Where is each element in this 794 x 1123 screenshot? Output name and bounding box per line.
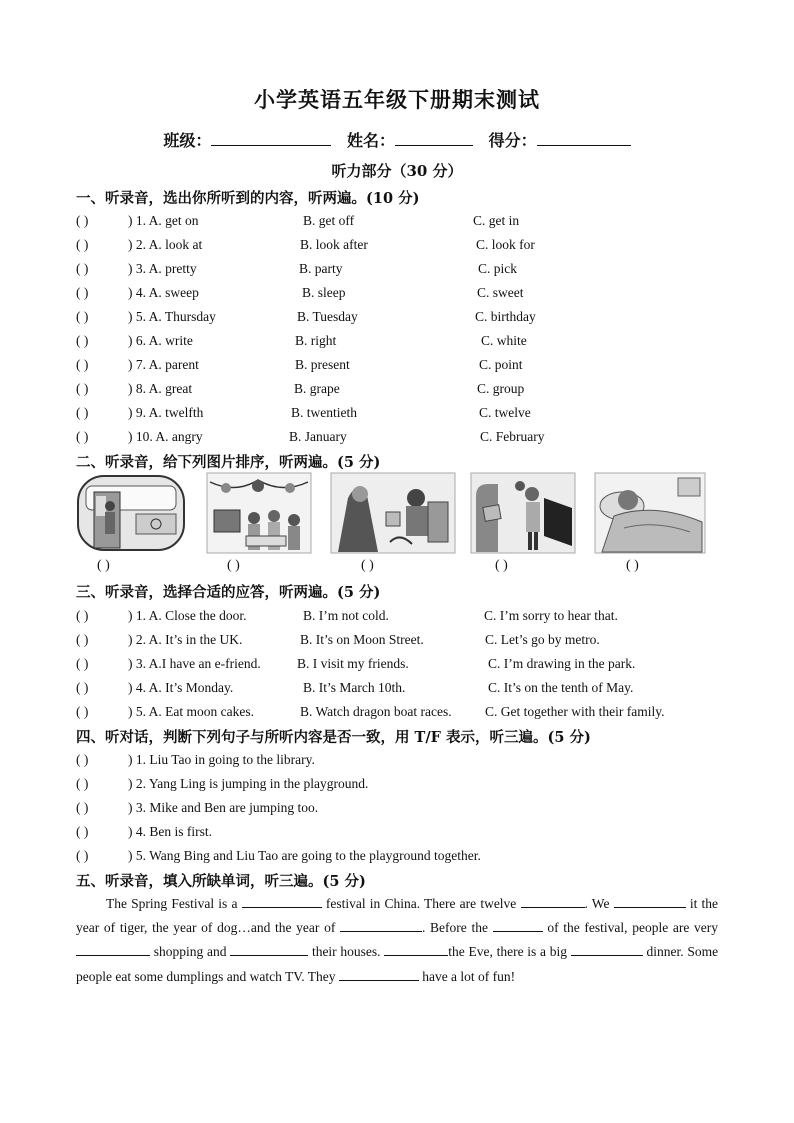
- witch-and-girl-picture: [330, 472, 456, 554]
- answer-paren[interactable]: ( ): [76, 848, 89, 863]
- option-c: C. Let’s go by metro.: [485, 632, 600, 647]
- option-c: C. February: [480, 429, 545, 444]
- metro-train-picture: [76, 472, 188, 554]
- option-a: ) 4. A. It’s Monday.: [128, 680, 234, 695]
- blank-1[interactable]: [242, 895, 322, 908]
- answer-paren[interactable]: ( ): [76, 261, 89, 276]
- passage-text: of: [547, 920, 559, 936]
- q8-row: [76, 381, 736, 401]
- picture-2-answer[interactable]: ( ): [227, 558, 240, 573]
- option-c: C. get in: [473, 213, 520, 228]
- score-label: 得分：: [488, 131, 537, 150]
- passage-text: The Spring Festival is a: [106, 896, 238, 911]
- statement: ) 2. Yang Ling is jumping in the playground.: [128, 776, 369, 791]
- picture-1-answer[interactable]: ( ): [97, 558, 110, 573]
- blank-4[interactable]: [340, 919, 422, 932]
- response-q3-row: [76, 656, 736, 676]
- q1-row: [76, 213, 736, 233]
- party-picture: [206, 472, 312, 554]
- tf-q4-row: [76, 824, 736, 844]
- picture-4-answer[interactable]: ( ): [495, 558, 508, 573]
- cloze-passage: [76, 892, 718, 989]
- q9-row: [76, 405, 736, 425]
- option-c: C. twelve: [479, 405, 531, 420]
- option-a: ) 9. A. twelfth: [128, 405, 204, 420]
- answer-paren[interactable]: ( ): [76, 381, 89, 396]
- q3-row: [76, 261, 736, 281]
- option-b: B. get off: [303, 213, 355, 228]
- picture-5-answer[interactable]: ( ): [626, 558, 639, 573]
- picture-row: [76, 472, 706, 556]
- option-c: C. It’s on the tenth of May.: [488, 680, 634, 695]
- option-b: B. It’s March 10th.: [303, 680, 406, 695]
- passage-text: there is a big: [496, 944, 567, 960]
- passage-text: it the year of tiger, the year of dog…and the year of: [76, 896, 719, 936]
- option-b: B. Tuesday: [297, 309, 358, 324]
- q6-row: [76, 333, 736, 353]
- statement: ) 4. Ben is first.: [128, 824, 212, 839]
- blank-7[interactable]: [230, 943, 308, 956]
- option-a: ) 6. A. write: [128, 333, 193, 348]
- answer-paren[interactable]: ( ): [76, 608, 89, 623]
- passage-text: . Before the: [422, 920, 488, 936]
- answer-paren[interactable]: ( ): [76, 824, 89, 839]
- option-c: C. point: [479, 357, 523, 372]
- answer-paren[interactable]: ( ): [76, 632, 89, 647]
- blank-9[interactable]: [571, 943, 643, 956]
- option-a: ) 7. A. parent: [128, 357, 199, 372]
- class-label: 班级：: [163, 131, 212, 150]
- section-5-heading: 五、听录音，填入所缺单词，听三遍。(5 分): [76, 873, 366, 890]
- section-4-heading: 四、听对话，判断下列句子与所听内容是否一致，用 T/F 表示，听三遍。(5 分): [76, 729, 591, 746]
- response-q5-row: [76, 704, 736, 724]
- tf-q5-row: [76, 848, 736, 868]
- statement: ) 1. Liu Tao in going to the library.: [128, 752, 315, 767]
- option-b: B. twentieth: [291, 405, 357, 420]
- blank-6[interactable]: [76, 943, 150, 956]
- option-c: C. sweet: [477, 285, 524, 300]
- blank-8[interactable]: [384, 943, 448, 956]
- passage-text: the festival, people are very: [563, 920, 719, 936]
- blank-2[interactable]: [521, 895, 585, 908]
- option-b: B. party: [299, 261, 343, 276]
- option-c: C. pick: [478, 261, 517, 276]
- option-b: B. I’m not cold.: [303, 608, 389, 623]
- option-b: B. sleep: [302, 285, 346, 300]
- answer-paren[interactable]: ( ): [76, 656, 89, 671]
- blank-3[interactable]: [614, 895, 686, 908]
- option-b: B. grape: [294, 381, 340, 396]
- option-a: ) 3. A.I have an e-friend.: [128, 656, 261, 671]
- room-tv-picture: [470, 472, 576, 554]
- option-c: C. white: [481, 333, 527, 348]
- answer-paren[interactable]: ( ): [76, 704, 89, 719]
- option-b: B. It’s on Moon Street.: [300, 632, 424, 647]
- option-c: C. I’m sorry to hear that.: [484, 608, 618, 623]
- picture-3-answer[interactable]: ( ): [361, 558, 374, 573]
- passage-text: . We: [584, 896, 610, 911]
- answer-paren[interactable]: ( ): [76, 333, 89, 348]
- listening-part-title: 听力部分（30 分）: [331, 162, 463, 180]
- option-b: B. Watch dragon boat races.: [300, 704, 452, 719]
- option-c: C. group: [477, 381, 525, 396]
- option-c: C. birthday: [475, 309, 536, 324]
- section-2-heading: 二、听录音，给下列图片排序，听两遍。(5 分): [76, 454, 381, 471]
- answer-paren[interactable]: ( ): [76, 776, 89, 791]
- page-title: 小学英语五年级下册期末测试: [254, 87, 540, 112]
- option-b: B. present: [295, 357, 350, 372]
- blank-5[interactable]: [493, 919, 543, 932]
- option-c: C. I’m drawing in the park.: [488, 656, 636, 671]
- answer-paren[interactable]: ( ): [76, 405, 89, 420]
- answer-paren[interactable]: ( ): [76, 752, 89, 767]
- q10-row: [76, 429, 736, 449]
- name-blank[interactable]: [395, 131, 473, 146]
- q5-row: [76, 309, 736, 329]
- answer-paren[interactable]: ( ): [76, 680, 89, 695]
- q7-row: [76, 357, 736, 377]
- passage-text: dinner. Some people eat some dumplings and watch TV. They: [76, 944, 719, 984]
- blank-10[interactable]: [339, 968, 419, 981]
- option-b: B. January: [289, 429, 347, 444]
- option-a: ) 5. A. Eat moon cakes.: [128, 704, 254, 719]
- option-a: ) 5. A. Thursday: [128, 309, 216, 324]
- section-1-heading: 一、听录音，选出你所听到的内容，听两遍。(10 分): [76, 190, 420, 207]
- section-3-heading: 三、听录音，选择合适的应答，听两遍。(5 分): [76, 584, 381, 601]
- option-c: C. Get together with their family.: [485, 704, 665, 719]
- option-a: ) 1. A. get on: [128, 213, 199, 228]
- answer-paren[interactable]: ( ): [76, 309, 89, 324]
- answer-paren[interactable]: ( ): [76, 285, 89, 300]
- statement: ) 5. Wang Bing and Liu Tao are going to the playground together.: [128, 848, 481, 863]
- tf-q1-row: [76, 752, 736, 772]
- passage-text: have a lot of fun!: [422, 968, 516, 984]
- statement: ) 3. Mike and Ben are jumping too.: [128, 800, 319, 815]
- response-q1-row: [76, 608, 736, 628]
- answer-paren[interactable]: ( ): [76, 237, 89, 252]
- option-b: B. I visit my friends.: [297, 656, 409, 671]
- option-b: B. look after: [300, 237, 368, 252]
- option-a: ) 4. A. sweep: [128, 285, 199, 300]
- option-a: ) 1. A. Close the door.: [128, 608, 247, 623]
- option-a: ) 10. A. angry: [128, 429, 203, 444]
- name-label: 姓名：: [346, 131, 395, 150]
- tf-q2-row: [76, 776, 736, 796]
- response-q4-row: [76, 680, 736, 700]
- student-info-line: [0, 128, 794, 151]
- option-a: ) 2. A. It’s in the UK.: [128, 632, 243, 647]
- option-c: C. look for: [476, 237, 535, 252]
- tf-q3-row: [76, 800, 736, 820]
- answer-paren[interactable]: ( ): [76, 800, 89, 815]
- response-q2-row: [76, 632, 736, 652]
- answer-paren[interactable]: ( ): [76, 357, 89, 372]
- score-blank[interactable]: [537, 131, 631, 146]
- q4-row: [76, 285, 736, 305]
- answer-paren[interactable]: ( ): [76, 429, 89, 444]
- passage-text: their houses.: [311, 944, 381, 960]
- passage-text: festival in China. There are twelve: [325, 896, 517, 911]
- q2-row: [76, 237, 736, 257]
- option-a: ) 3. A. pretty: [128, 261, 197, 276]
- option-a: ) 2. A. look at: [128, 237, 203, 252]
- passage-text: the Eve,: [448, 944, 493, 960]
- answer-paren[interactable]: ( ): [76, 213, 89, 228]
- option-b: B. right: [295, 333, 337, 348]
- sick-girl-picture: [594, 472, 706, 554]
- class-blank[interactable]: [211, 131, 331, 146]
- option-a: ) 8. A. great: [128, 381, 193, 396]
- passage-text: shopping and: [153, 944, 227, 960]
